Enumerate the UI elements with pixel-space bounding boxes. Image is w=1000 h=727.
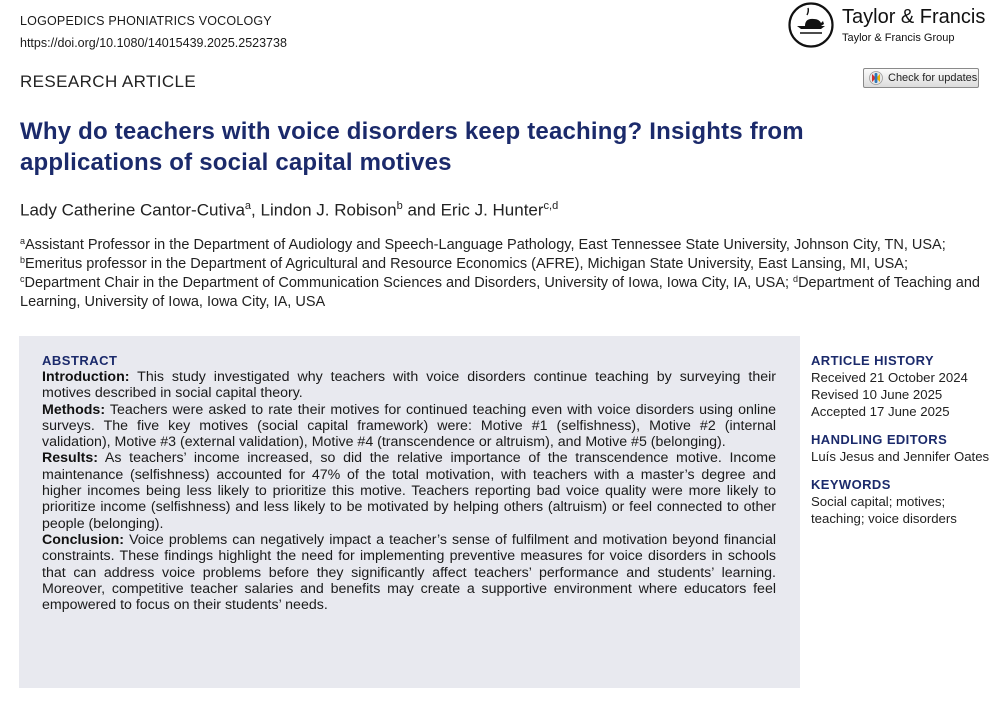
journal-name: LOGOPEDICS PHONIATRICS VOCOLOGY xyxy=(20,14,272,28)
history-received: Received 21 October 2024 xyxy=(811,370,968,385)
author-name[interactable]: Lindon J. Robison xyxy=(260,200,397,220)
abstract-section-conclusion xyxy=(42,532,776,613)
history-revised: Revised 10 June 2025 xyxy=(811,387,943,402)
author-list xyxy=(20,200,558,221)
abstract-label: Methods: xyxy=(42,401,106,418)
article-sidebar xyxy=(811,352,991,538)
history-accepted: Accepted 17 June 2025 xyxy=(811,404,950,419)
author-affil-sup: b xyxy=(396,200,403,212)
abstract-box xyxy=(19,336,800,688)
abstract-section-methods xyxy=(42,402,776,451)
abstract-text: This study investigated why teachers with voice disorders continue teaching by surveying their motives described in social capital theory. xyxy=(42,369,776,402)
abstract-text: Voice problems can negatively impact a teacher’s sense of fulfilment and motivation beyond financial constraints. These findings highlight the need for implementing preventive measures for voice disorders in schools that can address voice problems before they significantly affect teachers’ performance and students’ learning. Moreover, competitive teacher salaries and benefits may create a supportive environment where educators feel empowered to focus on their students’ needs. xyxy=(42,531,776,614)
crossmark-icon xyxy=(869,71,883,85)
check-for-updates-label: Check for updates xyxy=(888,72,978,84)
abstract-label: Introduction: xyxy=(42,369,130,385)
author-separator: and xyxy=(407,200,436,220)
affiliation-text: Emeritus professor in the Department of Agricultural and Resource Economics (AFRE), Michigan State University, East Lansing, MI, USA; xyxy=(25,256,908,272)
handling-editors-names: Luís Jesus and Jennifer Oates xyxy=(811,449,990,464)
keywords-line: Social capital; motives; xyxy=(811,494,946,509)
affiliation-item xyxy=(20,256,908,272)
keywords-heading: KEYWORDS xyxy=(811,477,891,492)
publisher-group: Taylor & Francis Group xyxy=(842,32,955,44)
abstract-text: Teachers were asked to rate their motives for continued teaching even with voice disorders using online surveys. The five key motives (social capital framework) were: Motive #1 (selfishness), Motive #2 (internal validation), Motive #3 (external validation), Motive #4 (transcendence or altruism), and Motive #5 (belonging). xyxy=(42,401,776,451)
tf-lamp-logo-icon xyxy=(788,2,834,48)
affiliation-text: Assistant Professor in the Department of Audiology and Speech-Language Pathology, East Tennessee State University, Johnson City, TN, USA; xyxy=(25,237,946,253)
author-separator: , xyxy=(251,200,256,220)
keywords xyxy=(811,476,991,527)
publisher-name: Taylor & Francis xyxy=(842,6,986,28)
abstract-label: Results: xyxy=(42,450,98,467)
author-name[interactable]: Eric J. Hunter xyxy=(440,200,544,220)
keywords-line: teaching; voice disorders xyxy=(811,511,957,526)
affiliations xyxy=(20,236,980,312)
affiliation-sup: b xyxy=(20,255,26,265)
abstract-section-introduction xyxy=(42,369,776,402)
article-type: RESEARCH ARTICLE xyxy=(20,72,197,91)
author-affil-sup: a xyxy=(244,200,252,212)
handling-editors-heading: HANDLING EDITORS xyxy=(811,432,948,447)
affiliation-sup: a xyxy=(20,236,26,246)
affiliation-text: Department Chair in the Department of Communication Sciences and Disorders, University of Iowa, Iowa City, IA, USA; xyxy=(24,275,790,291)
publisher-logo xyxy=(788,2,986,48)
abstract-heading: ABSTRACT xyxy=(42,353,118,368)
affiliation-text: Department of Teaching and Learning, University of Iowa, Iowa City, IA, USA xyxy=(20,275,980,310)
affiliation-item xyxy=(20,275,789,291)
abstract-label: Conclusion: xyxy=(42,531,124,548)
affiliation-sup: d xyxy=(793,274,799,284)
handling-editors xyxy=(811,431,991,465)
doi-link[interactable]: https://doi.org/10.1080/14015439.2025.2523738 xyxy=(20,36,287,50)
author-affil-sup: c,d xyxy=(543,200,559,212)
affiliation-sup: c xyxy=(20,274,25,284)
article-history-heading: ARTICLE HISTORY xyxy=(811,353,935,368)
abstract-section-results xyxy=(42,450,776,531)
author-name[interactable]: Lady Catherine Cantor-Cutiva xyxy=(20,200,245,220)
article-history xyxy=(811,352,991,420)
check-for-updates-button[interactable] xyxy=(863,68,979,88)
article-title: Why do teachers with voice disorders keep teaching? Insights from applications of social capital motives xyxy=(20,118,804,176)
abstract-text: As teachers’ income increased, so did the relative importance of the transcendence motive. Income maintenance (selfishness) accounted for 47% of the total motivation, with teachers with a master’s degree and higher incomes being less likely to prioritize this motive. Teachers reporting bad voice quality were more likely to prioritize income (selfishness) and less likely to be motivated by helping others (altruism) or feel connected to other people (belonging). xyxy=(42,450,776,532)
affiliation-item xyxy=(20,237,946,253)
